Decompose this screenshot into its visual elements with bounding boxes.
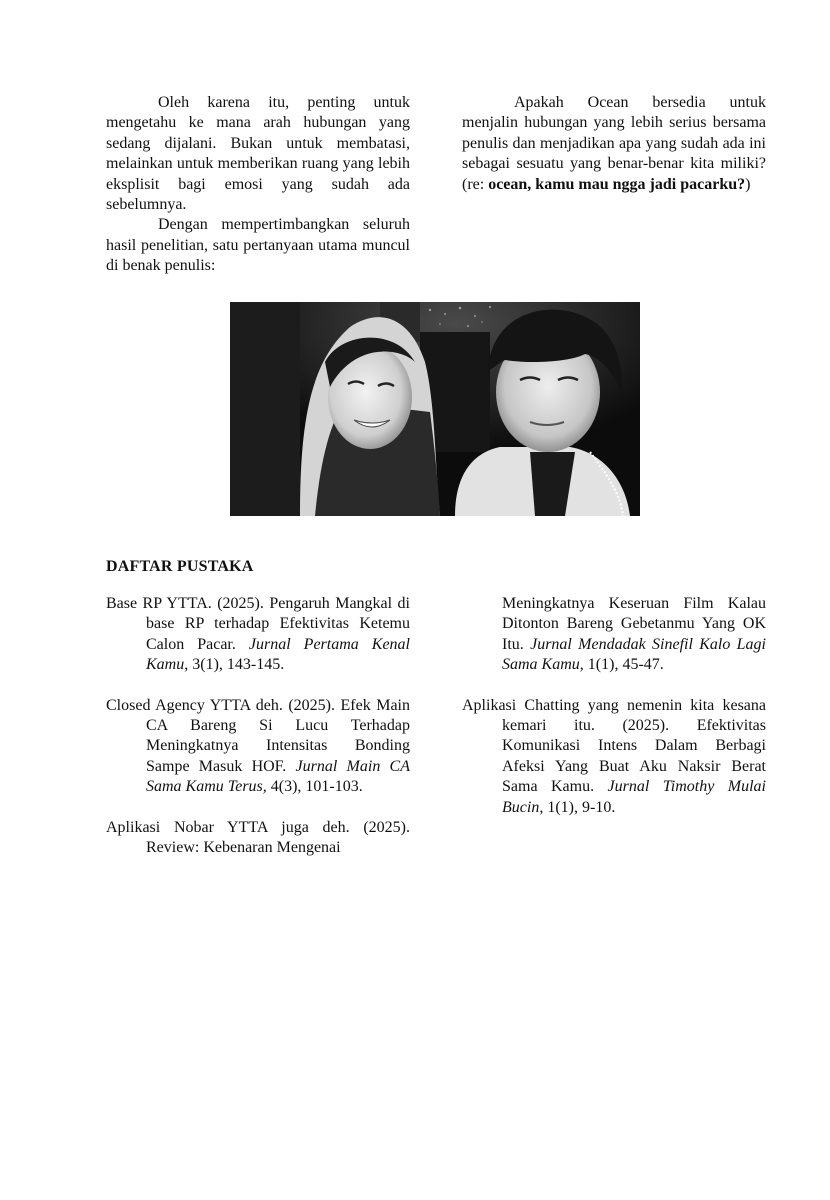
reference-item — [106, 818, 410, 859]
reference-item — [462, 696, 766, 818]
reference-volume: 1(1), 45-47. — [583, 656, 664, 674]
reference-text: Meningkatnya Keseruan Film Kalau Ditonton Bareng Gebetanmu Yang OK Itu. — [502, 595, 766, 653]
reference-text: Base RP YTTA. (2025). Pengaruh Mangkal di base RP terhadap Efektivitas Ketemu Calon Pacar. — [106, 595, 410, 653]
references-right-column — [462, 594, 766, 838]
references-left-column — [106, 594, 410, 878]
top-left-column — [106, 93, 410, 277]
reference-journal: Jurnal Main CA Sama Kamu Terus, — [146, 757, 410, 796]
reference-item — [106, 696, 410, 798]
question-tail: ) — [745, 175, 751, 193]
photo-two-people — [230, 302, 640, 516]
reference-text: Aplikasi Chatting yang nemenin kita kesana kemari itu. (2025). Efektivitas Komunikasi Intens Dalam Berbagi Afeksi Yang Buat Aku Naksir Berat Sama Kamu. — [462, 696, 766, 796]
paragraph-question — [462, 93, 766, 195]
references-heading: DAFTAR PUSTAKA — [106, 558, 254, 575]
question-text: Apakah Ocean bersedia untuk menjalin hubungan yang lebih serius bersama penulis dan menjadikan apa yang sudah ada ini sebagai sesuatu yang benar-benar kita miliki? (re: — [462, 94, 766, 193]
reference-volume: 1(1), 9-10. — [543, 798, 616, 816]
reference-volume: 3(1), 143-145. — [188, 656, 285, 674]
reference-journal: Jurnal Mendadak Sinefil Kalo Lagi Sama Kamu, — [502, 635, 766, 674]
photo-illustration — [230, 302, 640, 516]
reference-text: Closed Agency YTTA deh. (2025). Efek Main CA Bareng Si Lucu Terhadap Meningkatnya Intensitas Bonding Sampe Masuk HOF. — [106, 696, 410, 775]
reference-volume: 4(3), 101-103. — [266, 778, 363, 796]
top-right-column — [462, 93, 766, 195]
reference-text: Aplikasi Nobar YTTA juga deh. (2025). Review: Kebenaran Mengenai — [106, 818, 410, 857]
reference-item-continued — [462, 594, 766, 676]
reference-item — [106, 594, 410, 676]
paragraph-research-question: Dengan mempertimbangkan seluruh hasil penelitian, satu pertanyaan utama muncul di benak penulis: — [106, 216, 410, 275]
question-bold-text: ocean, kamu mau ngga jadi pacarku? — [488, 175, 746, 193]
reference-journal: Jurnal Pertama Kenal Kamu, — [146, 635, 410, 674]
reference-journal: Jurnal Timothy Mulai Bucin, — [502, 778, 766, 816]
paragraph-conclusion: Oleh karena itu, penting untuk mengetahu ke mana arah hubungan yang sedang dijalani. Bukan untuk membatasi, melainkan untuk memberikan ruang yang lebih eksplisit bagi emosi yang sudah ada sebelumnya. — [106, 94, 410, 214]
